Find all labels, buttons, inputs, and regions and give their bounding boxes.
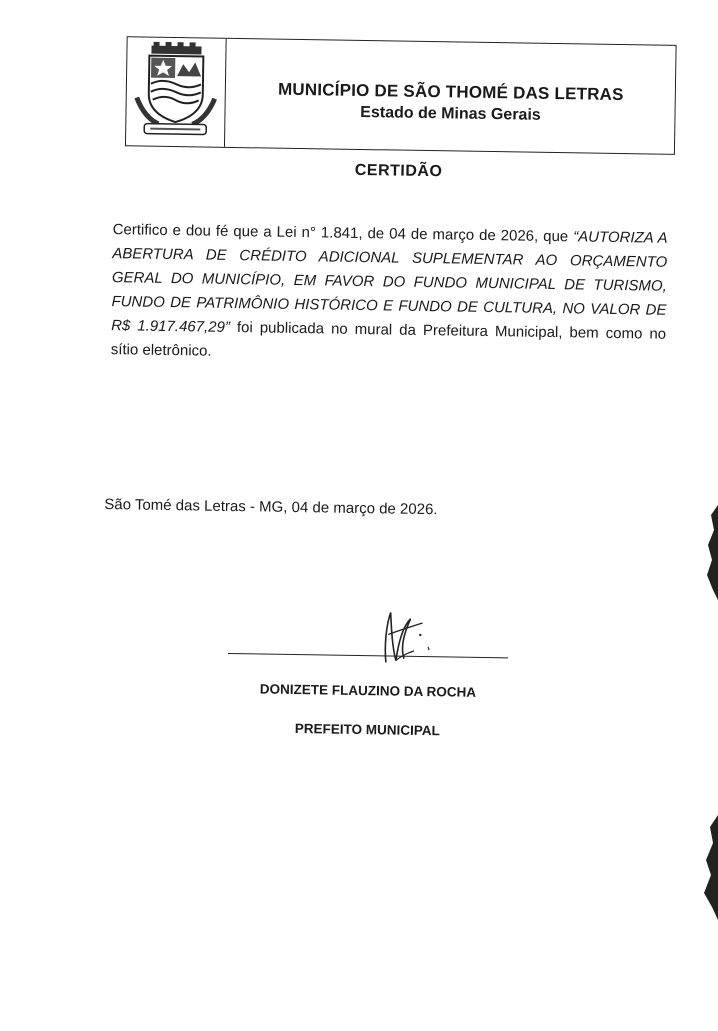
crest-cell (126, 37, 227, 147)
state-name: Estado de Minas Gerais (360, 103, 541, 124)
law-description-quote: “AUTORIZA A ABERTURA DE CRÉDITO ADICIONAL SUPLEMENTAR AO ORÇAMENTO GERAL DO MUNICÍPIO, EM FAVOR DO FUNDO MUNICIPAL DE TURISMO, FUNDO DE PATRIMÔNIO HISTÓRICO E FUNDO DE CULTURA, NO VALOR DE R$ 1.917.467,29” (111, 228, 668, 336)
body-outro: foi publicada no mural da Prefeitura Municipal, bem como no sítio eletrônico. (110, 318, 667, 360)
municipality-name: MUNICÍPIO DE SÃO THOMÉ DAS LETRAS (277, 79, 624, 105)
letterhead (125, 36, 677, 155)
letterhead-title (226, 39, 676, 154)
handwritten-signature (374, 604, 445, 667)
signer-role: PREFEITO MUNICIPAL (294, 721, 440, 739)
certificate-body (111, 218, 668, 371)
municipal-coat-of-arms-icon (130, 41, 222, 140)
body-intro: Certifico e dou fé que a Lei n° 1.841, de 04 de março de 2026, que (112, 221, 574, 246)
signer-name: DONIZETE FLAUZINO DA ROCHA (259, 681, 477, 700)
signature-line (228, 653, 508, 658)
scan-edge-shadow-top (705, 505, 718, 600)
document-title: CERTIDÃO (354, 161, 443, 181)
scan-edge-shadow-bottom (702, 815, 718, 920)
place-and-date: São Tomé das Letras - MG, 04 de março de 2026. (104, 495, 438, 519)
